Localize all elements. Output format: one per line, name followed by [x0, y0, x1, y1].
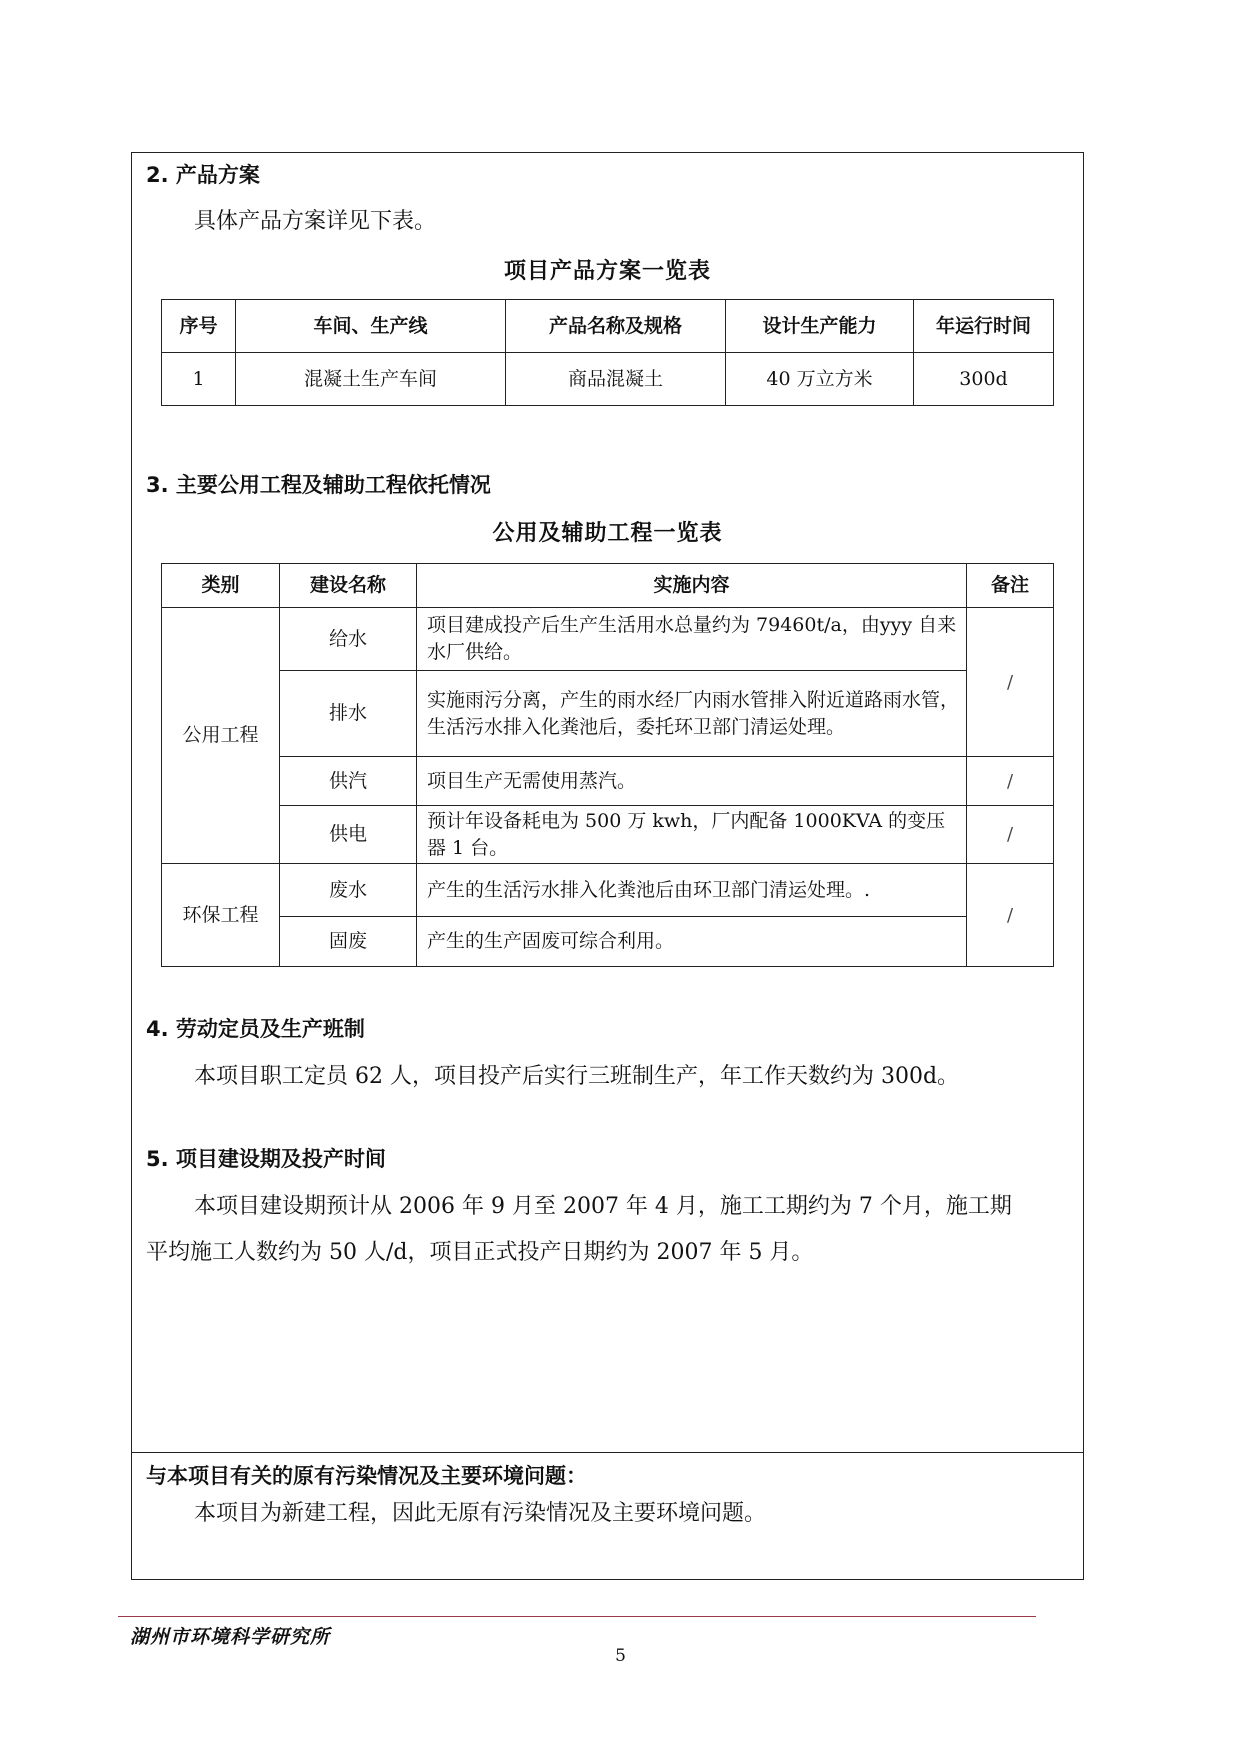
section-5-heading: 5. 项目建设期及投产时间: [146, 1147, 386, 1171]
cell-note: /: [967, 864, 1054, 967]
table-row: [162, 864, 1054, 917]
col-header-index: 序号: [162, 300, 236, 353]
cell-capacity: 40 万立方米: [726, 353, 914, 406]
footer-rule: [118, 1616, 1036, 1617]
table-row: [162, 353, 1054, 406]
cell-line: 混凝土生产车间: [236, 353, 506, 406]
cell-note: /: [967, 806, 1054, 864]
category-env: 环保工程: [162, 864, 280, 967]
cell-name: 供电: [280, 806, 417, 864]
section-4-heading: 4. 劳动定员及生产班制: [146, 1017, 365, 1041]
section-3-heading: 3. 主要公用工程及辅助工程依托情况: [146, 473, 491, 497]
section-2-intro: 具体产品方案详见下表。: [194, 209, 437, 234]
col-header-capacity: 设计生产能力: [726, 300, 914, 353]
pollution-text: 本项目为新建工程，因此无原有污染情况及主要环境问题。: [194, 1501, 767, 1526]
product-table-title: 项目产品方案一览表: [503, 259, 711, 284]
col-header-content: 实施内容: [417, 564, 967, 608]
cell-content: 项目建成投产后生产生活用水总量约为 79460t/a，由yyy 自来水厂供给。: [417, 608, 967, 671]
pollution-heading: 与本项目有关的原有污染情况及主要环境问题：: [146, 1464, 587, 1488]
col-header-line: 车间、生产线: [236, 300, 506, 353]
table-row: [162, 608, 1054, 671]
cell-note: /: [967, 757, 1054, 806]
section-2-heading: 2. 产品方案: [146, 163, 260, 187]
section-5-line1: 本项目建设期预计从 2006 年 9 月至 2007 年 4 月，施工工期约为 7 个月，施工期: [194, 1194, 1012, 1219]
section-4-text: 本项目职工定员 62 人，项目投产后实行三班制生产，年工作天数约为 300d。: [194, 1064, 960, 1089]
cell-note: /: [967, 608, 1054, 757]
table-row: [162, 806, 1054, 864]
col-header-note: 备注: [967, 564, 1054, 608]
col-header-name: 建设名称: [280, 564, 417, 608]
cell-name: 固废: [280, 917, 417, 967]
section-divider: [132, 1452, 1083, 1453]
cell-name: 排水: [280, 671, 417, 757]
cell-content: 预计年设备耗电为 500 万 kwh，厂内配备 1000KVA 的变压器 1 台。: [417, 806, 967, 864]
cell-name: 给水: [280, 608, 417, 671]
page-number: 5: [615, 1646, 626, 1666]
table-row: [162, 917, 1054, 967]
cell-content: 项目生产无需使用蒸汽。: [417, 757, 967, 806]
cell-name: 废水: [280, 864, 417, 917]
utility-table: [161, 563, 1054, 967]
product-table: [161, 299, 1054, 406]
category-public: 公用工程: [162, 608, 280, 864]
product-table-header-row: [162, 300, 1054, 353]
footer-organization: 湖州市环境科学研究所: [130, 1626, 331, 1648]
report-frame: [131, 152, 1084, 1580]
section-5-line2: 平均施工人数约为 50 人/d，项目正式投产日期约为 2007 年 5 月。: [146, 1240, 814, 1265]
cell-index: 1: [162, 353, 236, 406]
cell-name: 供汽: [280, 757, 417, 806]
col-header-runtime: 年运行时间: [914, 300, 1054, 353]
table-row: [162, 671, 1054, 757]
utility-table-title: 公用及辅助工程一览表: [492, 521, 723, 546]
col-header-category: 类别: [162, 564, 280, 608]
cell-runtime: 300d: [914, 353, 1054, 406]
col-header-product: 产品名称及规格: [506, 300, 726, 353]
table-row: [162, 757, 1054, 806]
cell-content: 实施雨污分离，产生的雨水经厂内雨水管排入附近道路雨水管，生活污水排入化粪池后，委托环卫部门清运处理。: [417, 671, 967, 757]
cell-product: 商品混凝土: [506, 353, 726, 406]
utility-table-header-row: [162, 564, 1054, 608]
cell-content: 产生的生产固废可综合利用。: [417, 917, 967, 967]
cell-content: 产生的生活污水排入化粪池后由环卫部门清运处理。.: [417, 864, 967, 917]
